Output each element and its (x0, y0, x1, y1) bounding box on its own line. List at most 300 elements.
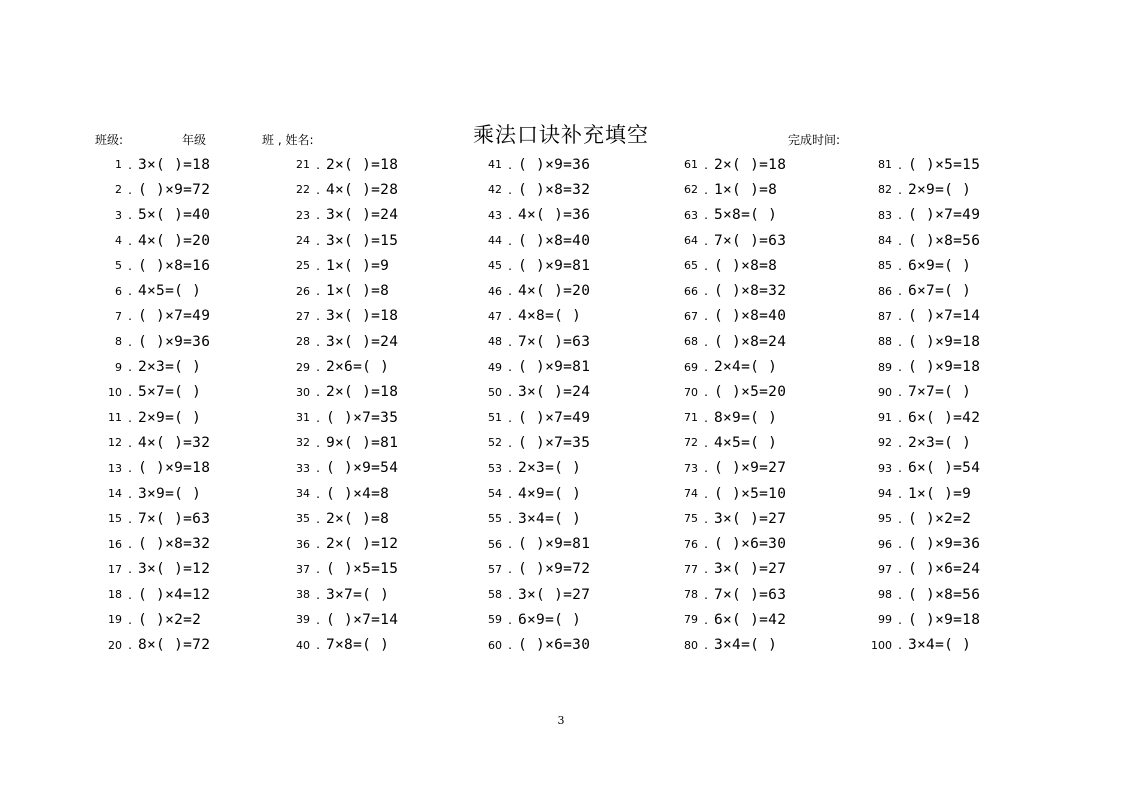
number-separator: . (508, 258, 512, 273)
problem-equation[interactable]: 3×( )=27 (518, 586, 591, 603)
problem-column (284, 152, 398, 658)
number-separator: . (898, 587, 902, 602)
number-separator: . (898, 435, 902, 450)
number-separator: . (508, 612, 512, 627)
number-separator: . (898, 461, 902, 476)
problem-number: 61 (684, 158, 698, 172)
number-separator: . (704, 587, 708, 602)
problem-number: 30 (296, 385, 310, 399)
problem-item (284, 354, 398, 379)
number-separator: . (316, 562, 320, 577)
number-separator: . (508, 334, 512, 349)
number-separator: . (704, 511, 708, 526)
problem-item (284, 278, 398, 303)
problem-item (96, 607, 210, 632)
number-separator: . (128, 486, 132, 501)
number-separator: . (704, 537, 708, 552)
problem-number: 3 (115, 208, 122, 222)
problem-equation[interactable]: 3×( )=24 (326, 333, 399, 350)
number-separator: . (316, 360, 320, 375)
problem-number: 47 (488, 309, 502, 323)
problem-item (476, 304, 590, 329)
problem-equation[interactable]: ( )×9=72 (518, 561, 591, 578)
problem-equation[interactable]: 9×( )=81 (326, 434, 399, 451)
problem-equation[interactable]: 2×6=( ) (326, 359, 390, 376)
problem-equation[interactable]: ( )×6=30 (714, 536, 787, 553)
problem-equation[interactable]: 2×3=( ) (908, 434, 972, 451)
problem-item (476, 430, 590, 455)
problem-equation[interactable]: ( )×7=49 (908, 207, 981, 224)
problem-equation[interactable]: ( )×7=35 (326, 409, 399, 426)
problem-item (672, 405, 786, 430)
problem-equation[interactable]: ( )×8=32 (138, 536, 211, 553)
problem-number: 72 (684, 436, 698, 450)
problem-equation[interactable]: ( )×8=56 (908, 232, 981, 249)
problem-item (866, 405, 980, 430)
problem-number: 10 (108, 385, 122, 399)
problem-number: 5 (115, 259, 122, 273)
problem-number: 50 (488, 385, 502, 399)
problem-number: 63 (684, 208, 698, 222)
problem-equation[interactable]: 4×( )=20 (518, 283, 591, 300)
problem-equation[interactable]: ( )×8=40 (714, 308, 787, 325)
number-separator: . (128, 461, 132, 476)
problem-equation[interactable]: 2×3=( ) (518, 460, 582, 477)
problem-equation[interactable]: ( )×9=36 (908, 536, 981, 553)
problem-column (476, 152, 590, 658)
problem-item (476, 531, 590, 556)
problem-item (866, 354, 980, 379)
number-separator: . (128, 309, 132, 324)
problem-equation[interactable]: 3×( )=24 (326, 207, 399, 224)
problem-equation[interactable]: 1×( )=8 (326, 283, 390, 300)
problem-number: 35 (296, 512, 310, 526)
problem-equation[interactable]: 2×( )=18 (714, 156, 787, 173)
problem-item (672, 304, 786, 329)
problem-equation[interactable]: 2×( )=8 (326, 510, 390, 527)
problem-item (284, 531, 398, 556)
problem-equation[interactable]: 5×8=( ) (714, 207, 778, 224)
problem-equation[interactable]: ( )×9=36 (138, 333, 211, 350)
problem-number: 64 (684, 234, 698, 248)
problem-number: 16 (108, 537, 122, 551)
problem-item (96, 557, 210, 582)
problem-item (476, 380, 590, 405)
number-separator: . (704, 157, 708, 172)
problem-equation[interactable]: 5×( )=40 (138, 207, 211, 224)
number-separator: . (128, 410, 132, 425)
problem-item (96, 456, 210, 481)
problem-equation[interactable]: ( )×5=10 (714, 485, 787, 502)
problem-equation[interactable]: 4×5=( ) (138, 283, 202, 300)
problem-equation[interactable]: 7×( )=63 (714, 586, 787, 603)
number-separator: . (898, 486, 902, 501)
problem-item (284, 253, 398, 278)
number-separator: . (704, 461, 708, 476)
problem-equation[interactable]: 8×( )=72 (138, 637, 211, 654)
problem-equation[interactable]: 2×( )=18 (326, 384, 399, 401)
number-separator: . (128, 157, 132, 172)
problem-item (672, 582, 786, 607)
number-separator: . (508, 284, 512, 299)
problem-equation[interactable]: 3×4=( ) (518, 510, 582, 527)
problem-number: 11 (108, 411, 122, 425)
problem-number: 97 (878, 562, 892, 576)
problem-equation[interactable]: 4×5=( ) (714, 434, 778, 451)
problem-equation[interactable]: 3×7=( ) (326, 586, 390, 603)
problem-number: 75 (684, 512, 698, 526)
problem-equation[interactable]: ( )×8=8 (714, 257, 778, 274)
problem-item (476, 607, 590, 632)
number-separator: . (128, 537, 132, 552)
number-separator: . (508, 511, 512, 526)
grade-label: 年级 (182, 133, 207, 147)
problem-number: 60 (488, 638, 502, 652)
problem-equation[interactable]: 7×7=( ) (908, 384, 972, 401)
problem-item (476, 633, 590, 658)
problem-equation[interactable]: ( )×9=18 (908, 359, 981, 376)
problem-item (476, 582, 590, 607)
problem-equation[interactable]: 3×( )=27 (714, 510, 787, 527)
problem-equation[interactable]: ( )×6=30 (518, 637, 591, 654)
class-label: 班级: (95, 133, 124, 147)
problem-item (866, 481, 980, 506)
problem-equation[interactable]: 7×8=( ) (326, 637, 390, 654)
number-separator: . (704, 410, 708, 425)
problem-equation[interactable]: 7×( )=63 (138, 510, 211, 527)
problem-number: 24 (296, 234, 310, 248)
problem-number: 78 (684, 588, 698, 602)
problem-number: 65 (684, 259, 698, 273)
problem-number: 36 (296, 537, 310, 551)
number-separator: . (316, 612, 320, 627)
problem-equation[interactable]: 6×7=( ) (908, 283, 972, 300)
problem-equation[interactable]: ( )×7=14 (326, 611, 399, 628)
problem-equation[interactable]: 2×4=( ) (714, 359, 778, 376)
problem-number: 82 (878, 183, 892, 197)
problem-item (96, 430, 210, 455)
problem-number: 4 (115, 234, 122, 248)
name-label: 班 , 姓名: (262, 133, 314, 147)
problem-item (672, 278, 786, 303)
problem-item (866, 304, 980, 329)
problem-item (866, 203, 980, 228)
problem-number: 86 (878, 284, 892, 298)
problem-equation[interactable]: 8×9=( ) (714, 409, 778, 426)
problem-equation[interactable]: ( )×7=35 (518, 434, 591, 451)
number-separator: . (128, 612, 132, 627)
problem-item (96, 354, 210, 379)
page-number: 3 (557, 714, 565, 727)
problem-number: 12 (108, 436, 122, 450)
problem-equation[interactable]: 2×( )=12 (326, 536, 399, 553)
problem-equation[interactable]: 3×4=( ) (908, 637, 972, 654)
problem-equation[interactable]: ( )×9=36 (518, 156, 591, 173)
number-separator: . (128, 587, 132, 602)
problem-number: 26 (296, 284, 310, 298)
problem-number: 46 (488, 284, 502, 298)
problem-item (672, 557, 786, 582)
problem-equation[interactable]: 3×4=( ) (714, 637, 778, 654)
problem-equation[interactable]: ( )×5=20 (714, 384, 787, 401)
problem-number: 53 (488, 461, 502, 475)
problem-equation[interactable]: 1×( )=9 (908, 485, 972, 502)
problem-item (476, 405, 590, 430)
number-separator: . (316, 309, 320, 324)
number-separator: . (508, 562, 512, 577)
problem-item (672, 228, 786, 253)
number-separator: . (128, 511, 132, 526)
number-separator: . (508, 537, 512, 552)
number-separator: . (898, 182, 902, 197)
number-separator: . (704, 435, 708, 450)
problem-equation[interactable]: ( )×9=18 (908, 333, 981, 350)
problem-item (672, 253, 786, 278)
problem-equation[interactable]: ( )×9=72 (138, 181, 211, 198)
number-separator: . (508, 157, 512, 172)
problem-number: 58 (488, 588, 502, 602)
problem-number: 32 (296, 436, 310, 450)
problem-item (96, 329, 210, 354)
problem-equation[interactable]: 3×( )=18 (326, 308, 399, 325)
problem-number: 37 (296, 562, 310, 576)
problem-equation[interactable]: 3×( )=12 (138, 561, 211, 578)
problem-number: 22 (296, 183, 310, 197)
problem-item (672, 506, 786, 531)
problem-item (96, 177, 210, 202)
problem-equation[interactable]: 4×8=( ) (518, 308, 582, 325)
problem-item (866, 582, 980, 607)
problem-number: 51 (488, 411, 502, 425)
problem-number: 92 (878, 436, 892, 450)
problem-number: 87 (878, 309, 892, 323)
problem-item (284, 380, 398, 405)
problem-number: 18 (108, 588, 122, 602)
problem-equation[interactable]: ( )×9=54 (326, 460, 399, 477)
number-separator: . (316, 587, 320, 602)
problem-equation[interactable]: ( )×8=32 (714, 283, 787, 300)
number-separator: . (316, 410, 320, 425)
problem-equation[interactable]: ( )×9=81 (518, 257, 591, 274)
number-separator: . (316, 334, 320, 349)
problem-item (284, 329, 398, 354)
number-separator: . (128, 360, 132, 375)
number-separator: . (704, 562, 708, 577)
problem-number: 21 (296, 158, 310, 172)
problem-item (96, 228, 210, 253)
problem-equation[interactable]: 2×9=( ) (908, 181, 972, 198)
problem-equation[interactable]: ( )×2=2 (138, 611, 202, 628)
problem-item (284, 430, 398, 455)
problem-number: 79 (684, 613, 698, 627)
problem-equation[interactable]: 4×( )=36 (518, 207, 591, 224)
problem-item (96, 405, 210, 430)
problem-number: 2 (115, 183, 122, 197)
problem-item (866, 430, 980, 455)
problem-item (672, 203, 786, 228)
problem-number: 91 (878, 411, 892, 425)
problem-equation[interactable]: 1×( )=9 (326, 257, 390, 274)
problem-equation[interactable]: ( )×5=15 (326, 561, 399, 578)
number-separator: . (508, 410, 512, 425)
problem-item (96, 152, 210, 177)
number-separator: . (898, 258, 902, 273)
problem-equation[interactable]: ( )×8=24 (714, 333, 787, 350)
problem-item (866, 329, 980, 354)
problem-number: 29 (296, 360, 310, 374)
problem-equation[interactable]: ( )×7=49 (518, 409, 591, 426)
problem-item (476, 329, 590, 354)
problem-number: 85 (878, 259, 892, 273)
problem-item (866, 253, 980, 278)
problem-item (96, 582, 210, 607)
problem-equation[interactable]: ( )×9=18 (908, 611, 981, 628)
problem-number: 48 (488, 335, 502, 349)
number-separator: . (704, 258, 708, 273)
problem-item (284, 633, 398, 658)
problem-equation[interactable]: 6×( )=42 (714, 611, 787, 628)
problem-equation[interactable]: 4×( )=32 (138, 434, 211, 451)
number-separator: . (128, 182, 132, 197)
worksheet-title: 乘法口诀补充填空 (473, 123, 649, 147)
problem-number: 7 (115, 309, 122, 323)
problem-number: 69 (684, 360, 698, 374)
problem-item (476, 152, 590, 177)
number-separator: . (704, 182, 708, 197)
number-separator: . (898, 638, 902, 653)
number-separator: . (898, 284, 902, 299)
problem-equation[interactable]: 3×9=( ) (138, 485, 202, 502)
number-separator: . (898, 334, 902, 349)
number-separator: . (704, 486, 708, 501)
problem-equation[interactable]: ( )×2=2 (908, 510, 972, 527)
problem-equation[interactable]: 2×9=( ) (138, 409, 202, 426)
problem-equation[interactable]: ( )×9=18 (138, 460, 211, 477)
number-separator: . (898, 208, 902, 223)
problem-item (866, 228, 980, 253)
problem-equation[interactable]: ( )×9=81 (518, 359, 591, 376)
problem-item (284, 203, 398, 228)
problem-number: 94 (878, 487, 892, 500)
problem-item (866, 557, 980, 582)
problem-equation[interactable]: ( )×8=56 (908, 586, 981, 603)
problem-item (284, 506, 398, 531)
problem-equation[interactable]: 6×9=( ) (908, 257, 972, 274)
problem-equation[interactable]: 3×( )=24 (518, 384, 591, 401)
problem-number: 88 (878, 335, 892, 349)
number-separator: . (316, 511, 320, 526)
problem-number: 59 (488, 613, 502, 627)
number-separator: . (508, 233, 512, 248)
problem-equation[interactable]: ( )×8=32 (518, 181, 591, 198)
problem-item (476, 354, 590, 379)
problem-equation[interactable]: 7×( )=63 (714, 232, 787, 249)
problem-equation[interactable]: ( )×8=16 (138, 257, 211, 274)
problem-equation[interactable]: 2×( )=18 (326, 156, 399, 173)
problem-equation[interactable]: 6×( )=54 (908, 460, 981, 477)
number-separator: . (316, 461, 320, 476)
problem-equation[interactable]: 3×( )=15 (326, 232, 399, 249)
problem-number: 31 (296, 411, 310, 425)
problem-equation[interactable]: 1×( )=8 (714, 181, 778, 198)
number-separator: . (508, 182, 512, 197)
problem-number: 43 (488, 208, 502, 222)
problem-number: 41 (488, 158, 502, 172)
number-separator: . (128, 208, 132, 223)
problem-equation[interactable]: ( )×4=12 (138, 586, 211, 603)
problem-item (866, 278, 980, 303)
problem-item (284, 481, 398, 506)
problem-number: 62 (684, 183, 698, 197)
problem-number: 71 (684, 411, 698, 425)
problem-equation[interactable]: ( )×6=24 (908, 561, 981, 578)
problem-item (672, 380, 786, 405)
problem-equation[interactable]: ( )×7=14 (908, 308, 981, 325)
problem-item (866, 633, 980, 658)
problem-item (866, 380, 980, 405)
number-separator: . (898, 562, 902, 577)
problem-equation[interactable]: 6×( )=42 (908, 409, 981, 426)
number-separator: . (898, 612, 902, 627)
problem-number: 45 (488, 259, 502, 273)
completion-time-label: 完成时间: (788, 133, 841, 147)
problem-equation[interactable]: ( )×9=81 (518, 536, 591, 553)
problem-number: 56 (488, 537, 502, 551)
problem-equation[interactable]: 4×9=( ) (518, 485, 582, 502)
number-separator: . (128, 284, 132, 299)
problem-item (284, 557, 398, 582)
problem-equation[interactable]: 4×( )=28 (326, 181, 399, 198)
number-separator: . (898, 360, 902, 375)
number-separator: . (508, 638, 512, 653)
problem-equation[interactable]: ( )×4=8 (326, 485, 390, 502)
number-separator: . (316, 537, 320, 552)
number-separator: . (316, 157, 320, 172)
problem-number: 99 (878, 613, 892, 627)
problem-item (284, 456, 398, 481)
problem-equation[interactable]: 3×( )=18 (138, 156, 211, 173)
problem-equation[interactable]: ( )×7=49 (138, 308, 211, 325)
number-separator: . (316, 208, 320, 223)
problem-item (476, 456, 590, 481)
problem-equation[interactable]: 6×9=( ) (518, 611, 582, 628)
problem-equation[interactable]: ( )×5=15 (908, 156, 981, 173)
problem-number: 14 (108, 487, 122, 500)
problem-equation[interactable]: 4×( )=20 (138, 232, 211, 249)
problem-equation[interactable]: 7×( )=63 (518, 333, 591, 350)
number-separator: . (128, 233, 132, 248)
problem-equation[interactable]: 5×7=( ) (138, 384, 202, 401)
problem-number: 20 (108, 638, 122, 652)
problem-item (866, 531, 980, 556)
problem-column (672, 152, 786, 658)
problem-equation[interactable]: ( )×8=40 (518, 232, 591, 249)
number-separator: . (316, 258, 320, 273)
problem-equation[interactable]: 2×3=( ) (138, 359, 202, 376)
number-separator: . (316, 284, 320, 299)
number-separator: . (316, 435, 320, 450)
problem-number: 96 (878, 537, 892, 551)
problem-equation[interactable]: 3×( )=27 (714, 561, 787, 578)
number-separator: . (128, 435, 132, 450)
problem-equation[interactable]: ( )×9=27 (714, 460, 787, 477)
problem-item (96, 253, 210, 278)
number-separator: . (898, 309, 902, 324)
problem-number: 19 (108, 613, 122, 627)
number-separator: . (898, 511, 902, 526)
problem-item (96, 633, 210, 658)
problem-number: 83 (878, 208, 892, 222)
